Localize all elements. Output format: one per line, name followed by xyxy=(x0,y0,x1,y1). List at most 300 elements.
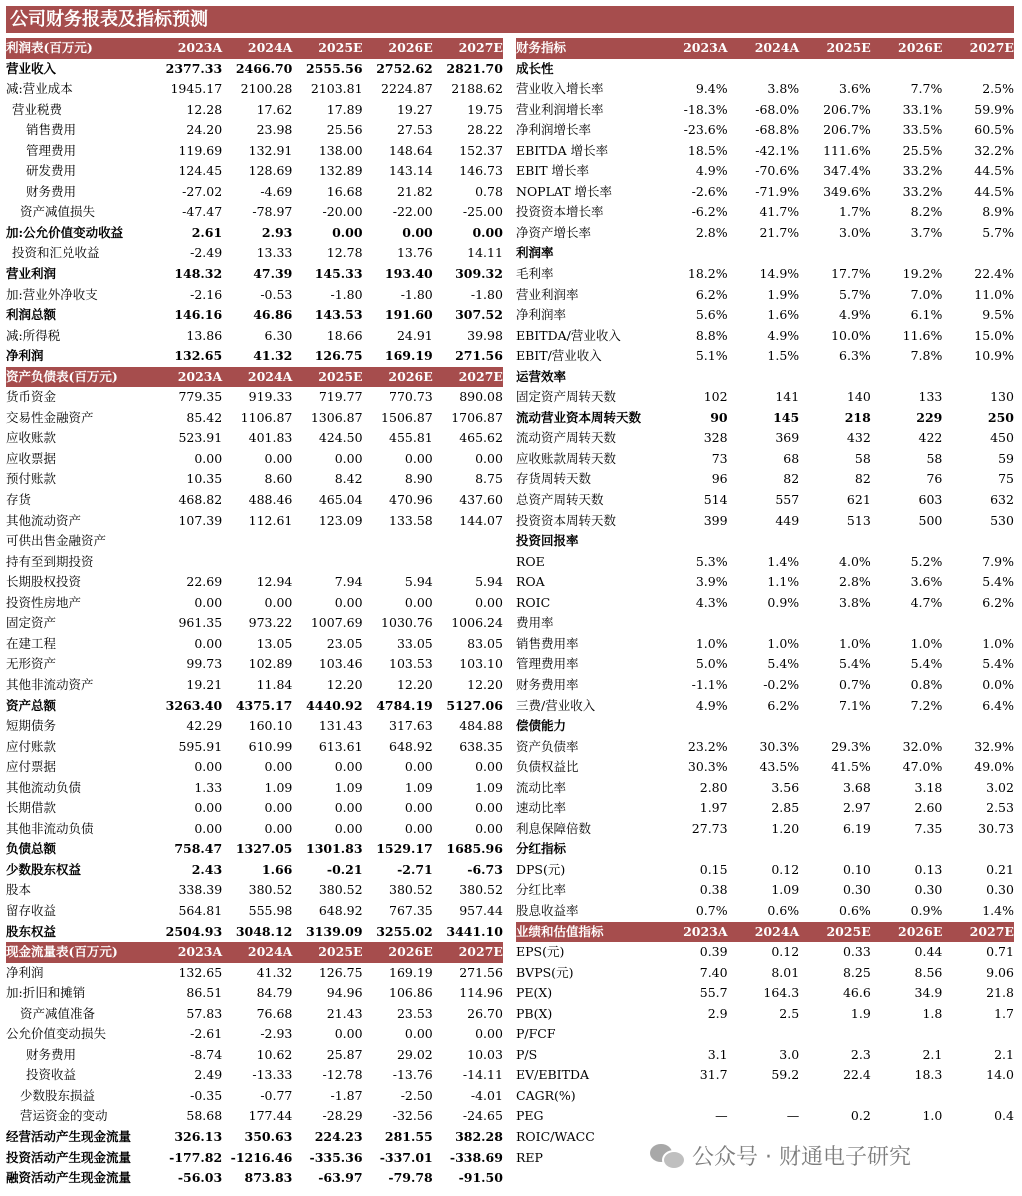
cell-value xyxy=(433,531,503,552)
row-label: 净资产增长率 xyxy=(516,224,592,240)
cell-value: 6.19 xyxy=(842,820,871,836)
cell-value: 3.6% xyxy=(910,574,943,590)
table-row xyxy=(516,449,1014,470)
cell-value: 2024A xyxy=(754,923,800,939)
cell-value: 3.8% xyxy=(839,594,871,610)
cell-value: 0.00 xyxy=(332,224,363,240)
cell-value: 2023A xyxy=(177,368,223,384)
table-row xyxy=(516,223,1014,244)
cell-value xyxy=(871,367,943,388)
cell-value: 1.09 xyxy=(475,779,503,795)
row-label: 其他流动资产 xyxy=(6,512,82,528)
cell-value xyxy=(656,531,728,552)
row-label: 应收票据 xyxy=(6,450,57,466)
cell-value: 126.75 xyxy=(314,348,363,364)
cell-value: 349.6% xyxy=(823,183,871,199)
cell-value: 21.82 xyxy=(396,183,433,199)
cell-value: 0.12 xyxy=(771,944,800,960)
table-header-row xyxy=(6,38,503,59)
cell-value: 12.20 xyxy=(326,676,363,692)
cell-value: 0.00 xyxy=(334,820,363,836)
table-row xyxy=(516,1065,1014,1086)
row-label: 财务指标 xyxy=(516,40,567,55)
cell-value: 26.70 xyxy=(467,1005,503,1021)
cell-value: 11.0% xyxy=(974,286,1014,302)
cell-value: 399 xyxy=(703,512,728,528)
table-row xyxy=(516,428,1014,449)
cell-value xyxy=(656,59,728,80)
cell-value xyxy=(728,1024,800,1045)
row-label: 三费/营业收入 xyxy=(516,697,596,713)
row-label: 无形资产 xyxy=(6,656,57,672)
cell-value: 0.00 xyxy=(334,759,363,775)
cell-value: 76 xyxy=(926,471,943,487)
table-row xyxy=(6,59,503,80)
table-row xyxy=(6,860,503,881)
table-row xyxy=(6,1024,503,1045)
cell-value: 6.1% xyxy=(910,307,943,323)
row-label: 营业收入增长率 xyxy=(516,81,604,97)
cell-value: -2.71 xyxy=(397,861,433,877)
cell-value: 0.33 xyxy=(842,944,871,960)
row-label: PEG xyxy=(516,1108,544,1124)
cell-value: 0.00 xyxy=(264,594,293,610)
cell-value: 4.9% xyxy=(839,307,871,323)
cell-value: 0.00 xyxy=(475,759,503,775)
table-row xyxy=(516,798,1014,819)
row-label: 投资收益 xyxy=(26,1067,77,1083)
cell-value: 1.66 xyxy=(261,861,293,877)
table-row xyxy=(6,346,503,367)
table-row xyxy=(6,120,503,141)
cell-value: 3.7% xyxy=(910,224,943,240)
cell-value: 4.3% xyxy=(695,594,728,610)
cell-value: -28.29 xyxy=(322,1108,363,1124)
cell-value: 23.05 xyxy=(326,635,363,651)
table-row xyxy=(6,819,503,840)
page-title: 公司财务报表及指标预测 xyxy=(6,6,1014,33)
cell-value: 424.50 xyxy=(318,430,363,446)
cell-value: 0.6% xyxy=(767,902,800,918)
cell-value: 0.78 xyxy=(475,183,503,199)
cell-value: 2103.81 xyxy=(310,81,363,97)
cell-value: 1.1% xyxy=(767,574,800,590)
cell-value: 0.0% xyxy=(982,676,1014,692)
cell-value xyxy=(871,839,943,860)
cell-value: 369 xyxy=(775,430,800,446)
cell-value: 0.00 xyxy=(334,1026,363,1042)
cell-value: 7.2% xyxy=(910,697,943,713)
cell-value: 8.25 xyxy=(842,964,871,980)
row-label: 投资和汇兑收益 xyxy=(12,245,100,261)
row-label: 财务费用率 xyxy=(516,676,579,692)
row-label: ROIC xyxy=(516,594,551,610)
cell-value: 2821.70 xyxy=(446,60,503,76)
cell-value: 0.9% xyxy=(910,902,943,918)
table-row xyxy=(6,305,503,326)
cell-value: 3.0 xyxy=(779,1046,800,1062)
cell-value xyxy=(656,367,728,388)
cell-value: 1006.24 xyxy=(451,615,503,631)
cell-value: 44.5% xyxy=(974,183,1014,199)
cell-value: 15.0% xyxy=(974,327,1014,343)
cell-value: 19.27 xyxy=(396,101,433,117)
cell-value: 145 xyxy=(773,409,800,425)
cell-value: -78.97 xyxy=(252,204,293,220)
table-row xyxy=(516,942,1014,963)
cell-value: 146.16 xyxy=(174,307,223,323)
cell-value: 2023A xyxy=(177,944,223,960)
cell-value xyxy=(728,1086,800,1107)
cell-value: 11.84 xyxy=(256,676,293,692)
cell-value: -27.02 xyxy=(182,183,223,199)
cell-value: 145.33 xyxy=(314,266,363,282)
cell-value: 1.9% xyxy=(767,286,800,302)
table-row xyxy=(516,120,1014,141)
cell-value: 484.88 xyxy=(459,718,503,734)
cell-value: 2555.56 xyxy=(306,60,363,76)
cell-value xyxy=(728,59,800,80)
cell-value: 380.52 xyxy=(318,882,363,898)
cell-value: 0.00 xyxy=(404,450,433,466)
cell-value: -63.97 xyxy=(318,1170,363,1186)
cell-value: 7.8% xyxy=(910,348,943,364)
cell-value: 42.29 xyxy=(186,718,223,734)
cell-value: 17.62 xyxy=(256,101,293,117)
cell-value: 380.52 xyxy=(389,882,433,898)
cell-value: 59.9% xyxy=(974,101,1014,117)
cell-value: 0.6% xyxy=(839,902,871,918)
cell-value: 21.8 xyxy=(986,985,1014,1001)
cell-value: 3263.40 xyxy=(165,697,223,713)
cell-value xyxy=(363,531,433,552)
cell-value: 2.1 xyxy=(922,1046,943,1062)
cell-value: 193.40 xyxy=(384,266,433,282)
table-row xyxy=(516,860,1014,881)
cell-value: 49.0% xyxy=(974,759,1014,775)
table-row xyxy=(516,737,1014,758)
cell-value xyxy=(799,1086,871,1107)
cell-value: 2024A xyxy=(247,944,293,960)
cell-value: 595.91 xyxy=(178,738,223,754)
cell-value: 0.8% xyxy=(910,676,943,692)
cell-value: -70.6% xyxy=(755,163,800,179)
cell-value: 0.71 xyxy=(986,944,1014,960)
cell-value: 632 xyxy=(990,492,1014,508)
cell-value: 0.00 xyxy=(475,1026,503,1042)
cell-value: 613.61 xyxy=(318,738,363,754)
cell-value: 4375.17 xyxy=(235,697,293,713)
table-row xyxy=(516,490,1014,511)
table-row xyxy=(516,346,1014,367)
row-label: 偿债能力 xyxy=(516,718,567,734)
cell-value: 2.5 xyxy=(779,1005,800,1021)
table-header-row xyxy=(516,922,1014,943)
cell-value: 957.44 xyxy=(459,902,503,918)
cell-value: 8.60 xyxy=(264,471,293,487)
cell-value: 111.6% xyxy=(823,142,871,158)
row-label: 经营活动产生现金流量 xyxy=(6,1128,132,1144)
cell-value: 131.43 xyxy=(318,718,363,734)
cell-value: 758.47 xyxy=(174,841,223,857)
row-label: 毛利率 xyxy=(516,266,554,282)
cell-value: 229 xyxy=(916,409,943,425)
cell-value: -1216.46 xyxy=(230,1149,293,1165)
right-indicator-table xyxy=(516,38,1014,1168)
row-label: 利润表(百万元) xyxy=(6,40,93,55)
cell-value: 2752.62 xyxy=(376,60,433,76)
table-row xyxy=(6,490,503,511)
table-row xyxy=(516,202,1014,223)
cell-value: 0.7% xyxy=(695,902,728,918)
row-label: 分红比率 xyxy=(516,882,567,898)
cell-value: 2024A xyxy=(247,368,293,384)
cell-value xyxy=(799,613,871,634)
cell-value: 148.64 xyxy=(389,142,433,158)
cell-value: -2.93 xyxy=(260,1026,293,1042)
table-row xyxy=(516,305,1014,326)
cell-value: 9.4% xyxy=(695,81,728,97)
cell-value xyxy=(871,1024,943,1045)
cell-value: 7.7% xyxy=(910,81,943,97)
row-label: EBIT/营业收入 xyxy=(516,348,602,364)
cell-value: 0.00 xyxy=(404,800,433,816)
cell-value: 6.2% xyxy=(695,286,728,302)
table-row xyxy=(6,983,503,1004)
cell-value: 648.92 xyxy=(318,902,363,918)
cell-value: -0.53 xyxy=(260,286,293,302)
cell-value: 28.22 xyxy=(467,122,503,138)
cell-value: -6.73 xyxy=(467,861,503,877)
cell-value: 1.4% xyxy=(982,902,1014,918)
cell-value: -13.76 xyxy=(392,1067,433,1083)
row-label: 少数股东损益 xyxy=(20,1087,96,1103)
cell-value xyxy=(728,367,800,388)
table-row xyxy=(6,613,503,634)
table-row xyxy=(6,552,503,573)
cell-value: 25.87 xyxy=(326,1046,363,1062)
cell-value: 17.89 xyxy=(326,101,363,117)
cell-value: 224.23 xyxy=(314,1128,363,1144)
cell-value: 2024A xyxy=(247,40,293,55)
table-row xyxy=(516,387,1014,408)
cell-value: 58 xyxy=(854,450,871,466)
cell-value: 94.96 xyxy=(326,985,363,1001)
table-row xyxy=(6,1127,503,1148)
cell-value: -2.6% xyxy=(691,183,728,199)
table-row xyxy=(6,79,503,100)
cell-value: 86.51 xyxy=(186,985,223,1001)
cell-value: 59.2 xyxy=(771,1067,800,1083)
cell-value: 143.53 xyxy=(314,307,363,323)
row-label: 加:折旧和摊销 xyxy=(6,985,86,1001)
table-row xyxy=(6,326,503,347)
cell-value: 514 xyxy=(703,492,728,508)
cell-value: 0.30 xyxy=(842,882,871,898)
table-row xyxy=(6,963,503,984)
table-row xyxy=(516,264,1014,285)
cell-value: 919.33 xyxy=(248,389,293,405)
cell-value xyxy=(799,839,871,860)
cell-value: 1.0% xyxy=(839,635,871,651)
cell-value: 8.9% xyxy=(982,204,1014,220)
row-label: 资产减值准备 xyxy=(20,1005,96,1021)
cell-value: 1.6% xyxy=(767,307,800,323)
row-label: 交易性金融资产 xyxy=(6,409,94,425)
cell-value: 1.0% xyxy=(982,635,1014,651)
cell-value: 44.5% xyxy=(974,163,1014,179)
row-label: PE(X) xyxy=(516,985,553,1001)
row-label: 可供出售金融资产 xyxy=(6,533,107,549)
row-label: 资产减值损失 xyxy=(20,204,96,220)
cell-value: 422 xyxy=(918,430,943,446)
table-row xyxy=(516,778,1014,799)
cell-value: 2023A xyxy=(683,40,728,55)
cell-value: — xyxy=(715,1108,728,1124)
row-label: ROE xyxy=(516,553,545,569)
cell-value: 2025E xyxy=(826,923,871,939)
cell-value: 0.39 xyxy=(699,944,728,960)
row-label: 管理费用率 xyxy=(516,656,579,672)
cell-value: 133.58 xyxy=(389,512,433,528)
cell-value: 0.00 xyxy=(194,450,223,466)
cell-value: 557 xyxy=(775,492,800,508)
cell-value: 7.9% xyxy=(982,553,1014,569)
cell-value: 13.86 xyxy=(186,327,223,343)
table-row xyxy=(516,634,1014,655)
row-label: 应付票据 xyxy=(6,759,57,775)
table-row xyxy=(6,285,503,306)
cell-value: 1.5% xyxy=(767,348,800,364)
table-row xyxy=(6,675,503,696)
cell-value xyxy=(656,243,728,264)
table-row xyxy=(516,901,1014,922)
cell-value: 1301.83 xyxy=(306,841,363,857)
cell-value: 59 xyxy=(998,450,1014,466)
cell-value: 33.1% xyxy=(902,101,943,117)
cell-value: 9.06 xyxy=(986,964,1014,980)
cell-value: 2.5% xyxy=(982,81,1014,97)
cell-value: 1106.87 xyxy=(240,409,293,425)
cell-value xyxy=(656,1024,728,1045)
cell-value: 2377.33 xyxy=(165,60,223,76)
table-row xyxy=(6,1045,503,1066)
cell-value xyxy=(942,839,1014,860)
table-row xyxy=(516,243,1014,264)
table-row xyxy=(516,552,1014,573)
row-label: 应付账款 xyxy=(6,738,57,754)
cell-value: 144.07 xyxy=(459,512,503,528)
row-label: 营业收入 xyxy=(6,60,57,76)
row-label: 净利润增长率 xyxy=(516,122,592,138)
cell-value: 5.4% xyxy=(982,574,1014,590)
cell-value: 1.7% xyxy=(839,204,871,220)
cell-value: 564.81 xyxy=(178,902,223,918)
row-label: 利息保障倍数 xyxy=(516,820,592,836)
row-label: ROIC/WACC xyxy=(516,1128,595,1144)
row-label: EPS(元) xyxy=(516,944,565,960)
cell-value: 770.73 xyxy=(389,389,433,405)
cell-value: 281.55 xyxy=(384,1128,433,1144)
cell-value: 3.56 xyxy=(771,779,800,795)
cell-value: 0.00 xyxy=(334,450,363,466)
cell-value: 17.7% xyxy=(831,266,871,282)
cell-value: 103.10 xyxy=(459,656,503,672)
cell-value: 5.2% xyxy=(910,553,943,569)
table-row xyxy=(6,387,503,408)
row-label: 长期股权投资 xyxy=(6,574,82,590)
cell-value: 152.37 xyxy=(459,142,503,158)
cell-value: 2188.62 xyxy=(451,81,503,97)
cell-value: 22.69 xyxy=(186,574,223,590)
cell-value: 6.3% xyxy=(839,348,871,364)
cell-value: 0.00 xyxy=(404,594,433,610)
table-row xyxy=(6,839,503,860)
cell-value: 218 xyxy=(844,409,871,425)
cell-value: 11.6% xyxy=(902,327,943,343)
row-label: 利润率 xyxy=(516,245,554,261)
cell-value: 0.9% xyxy=(767,594,800,610)
cell-value: 0.00 xyxy=(264,820,293,836)
cell-value: -1.80 xyxy=(470,286,503,302)
cell-value: 206.7% xyxy=(823,122,871,138)
cell-value: 0.38 xyxy=(699,882,728,898)
cell-value: 29.02 xyxy=(396,1046,433,1062)
row-label: 营运资金的变动 xyxy=(20,1108,108,1124)
row-label: 投资性房地产 xyxy=(6,594,82,610)
cell-value: -0.77 xyxy=(260,1087,293,1103)
row-label: 留存收益 xyxy=(6,902,57,918)
cell-value: 8.42 xyxy=(334,471,363,487)
cell-value: -8.74 xyxy=(190,1046,223,1062)
row-label: 预付账款 xyxy=(6,471,57,487)
row-label: 少数股东权益 xyxy=(6,861,82,877)
cell-value: 41.5% xyxy=(831,759,871,775)
cell-value: 23.98 xyxy=(256,122,293,138)
row-label: 货币资金 xyxy=(6,389,57,405)
cell-value: 18.3 xyxy=(914,1067,943,1083)
cell-value: 326.13 xyxy=(174,1128,223,1144)
row-label: 总资产周转天数 xyxy=(516,492,604,508)
cell-value: -338.69 xyxy=(449,1149,503,1165)
cell-value xyxy=(799,243,871,264)
cell-value: 8.56 xyxy=(914,964,943,980)
row-label: 负债总额 xyxy=(6,841,57,857)
row-label: 业绩和估值指标 xyxy=(516,923,604,939)
cell-value: 58 xyxy=(926,450,943,466)
cell-value: 779.35 xyxy=(178,389,223,405)
cell-value: 0.00 xyxy=(194,759,223,775)
table-row xyxy=(516,1045,1014,1066)
cell-value: 401.83 xyxy=(248,430,293,446)
table-row xyxy=(516,326,1014,347)
table-row xyxy=(516,469,1014,490)
cell-value: 1.09 xyxy=(264,779,293,795)
cell-value: 148.32 xyxy=(174,266,223,282)
cell-value: 4.9% xyxy=(695,163,728,179)
cell-value: -4.01 xyxy=(470,1087,503,1103)
cell-value: 4.0% xyxy=(839,553,871,569)
cell-value: 22.4 xyxy=(842,1067,871,1083)
cell-value: 1007.69 xyxy=(310,615,363,631)
cell-value: 0.00 xyxy=(475,594,503,610)
cell-value: 18.66 xyxy=(326,327,363,343)
row-label: REP xyxy=(516,1149,543,1165)
cell-value: 160.10 xyxy=(248,718,293,734)
cell-value: 465.04 xyxy=(318,492,363,508)
left-financial-table xyxy=(6,38,503,1189)
cell-value: 29.3% xyxy=(831,738,871,754)
